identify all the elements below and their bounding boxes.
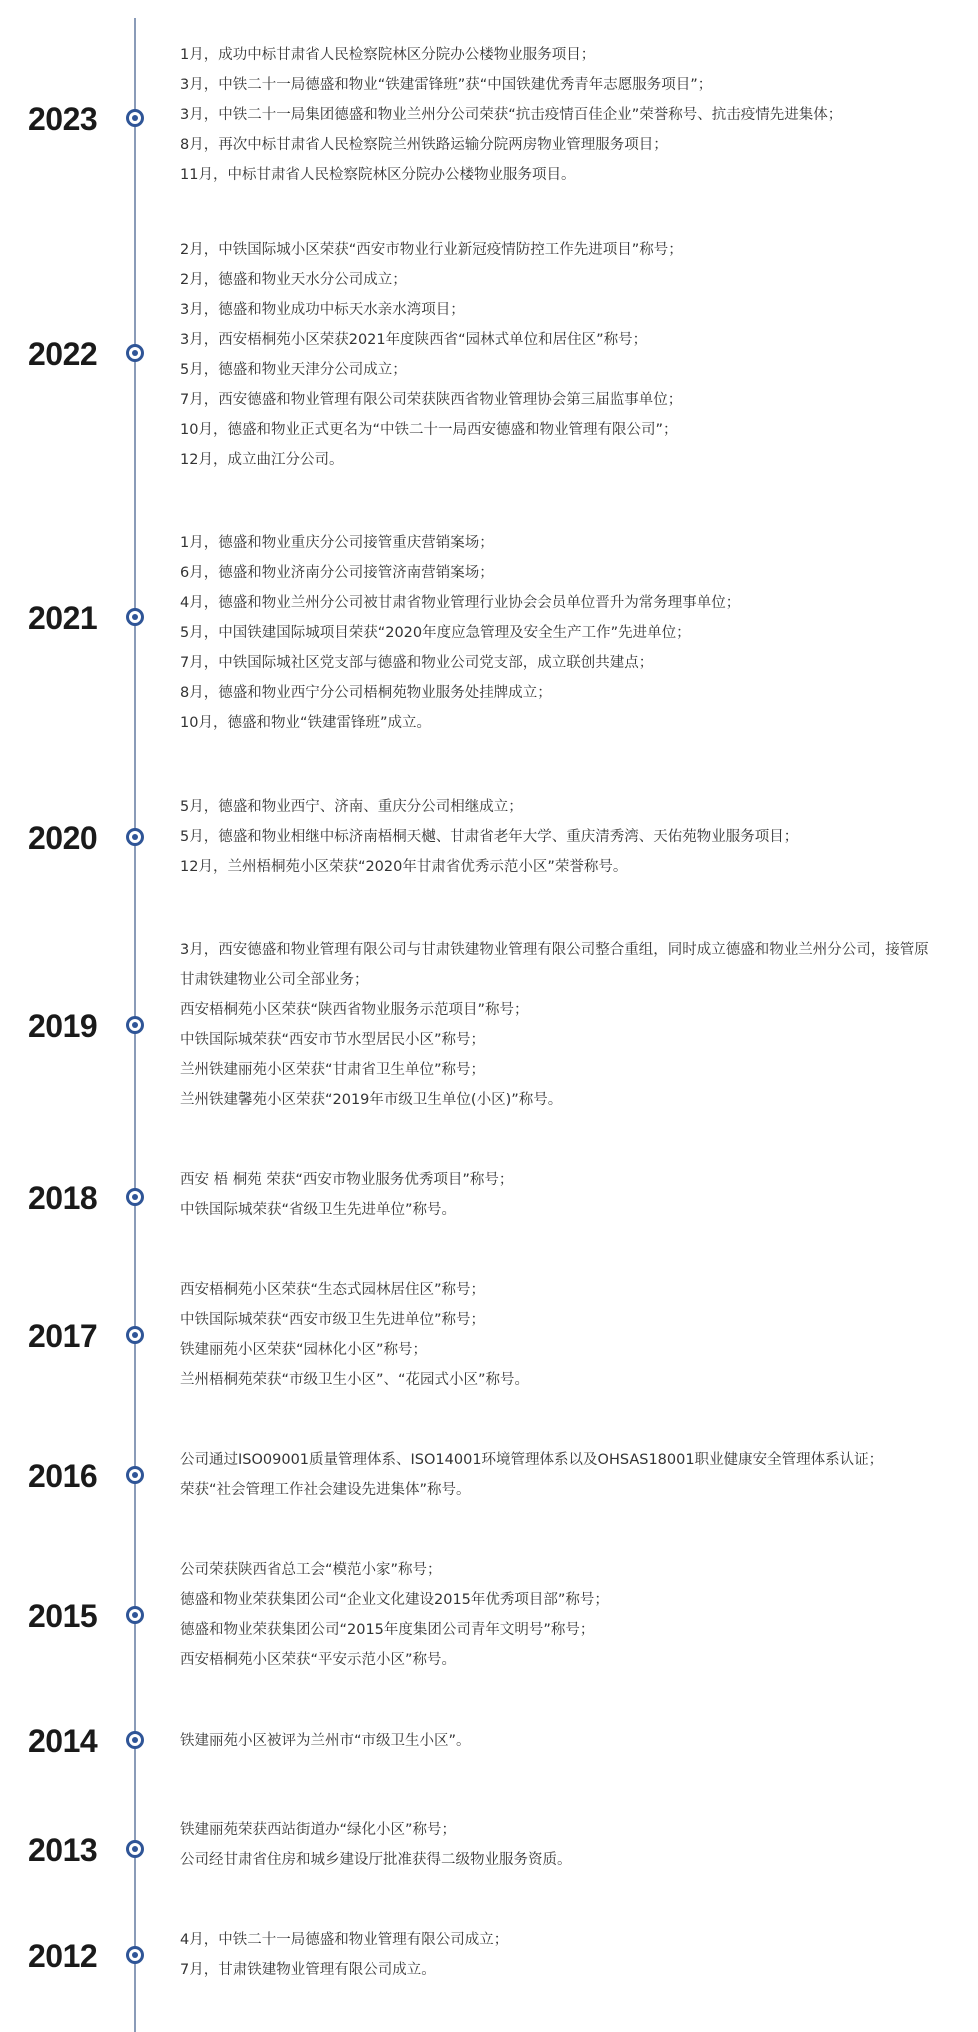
timeline-event-list bbox=[180, 40, 970, 190]
timeline-event-list bbox=[180, 1555, 970, 1675]
timeline-event-list bbox=[180, 1925, 970, 1985]
timeline-event-item: 2月，中铁国际城小区荣获“西安市物业行业新冠疫情防控工作先进项目”称号； bbox=[180, 242, 683, 258]
timeline-year: 2016 bbox=[28, 1458, 98, 1494]
timeline-node-dot bbox=[126, 828, 144, 846]
timeline-event-item: 8月，德盛和物业西宁分公司梧桐苑物业服务处挂牌成立； bbox=[180, 685, 552, 701]
timeline-event-item: 3月，中铁二十一局德盛和物业“铁建雷锋班”获“中国铁建优秀青年志愿服务项目”； bbox=[180, 77, 713, 93]
timeline-node-dot bbox=[126, 1016, 144, 1034]
timeline-event-item: 中铁国际城荣获“省级卫生先进单位”称号。 bbox=[180, 1202, 457, 1218]
timeline-event-list bbox=[180, 1445, 970, 1505]
timeline-year: 2012 bbox=[28, 1938, 98, 1974]
timeline-node-dot bbox=[126, 608, 144, 626]
timeline-event-item: 8月，再次中标甘肃省人民检察院兰州铁路运输分院两房物业管理服务项目； bbox=[180, 137, 668, 153]
timeline-event-list bbox=[180, 935, 970, 1115]
timeline-event-list bbox=[180, 1815, 970, 1875]
timeline-event-item: 兰州梧桐苑荣获“市级卫生小区”、“花园式小区”称号。 bbox=[180, 1372, 530, 1388]
timeline-event-item: 10月，德盛和物业正式更名为“中铁二十一局西安德盛和物业管理有限公司”； bbox=[180, 422, 678, 438]
timeline-node-dot bbox=[126, 344, 144, 362]
timeline-event-item: 西安 梧 桐苑 荣获“西安市物业服务优秀项目”称号； bbox=[180, 1172, 514, 1188]
timeline-event-item: 2月，德盛和物业天水分公司成立； bbox=[180, 272, 407, 288]
timeline-event-item: 荣获“社会管理工作社会建设先进集体”称号。 bbox=[180, 1482, 471, 1498]
timeline-event-item: 1月，德盛和物业重庆分公司接管重庆营销案场； bbox=[180, 535, 494, 551]
timeline-year: 2019 bbox=[28, 1008, 98, 1044]
timeline-event-item: 兰州铁建馨苑小区荣获“2019年市级卫生单位(小区)”称号。 bbox=[180, 1092, 563, 1108]
timeline-event-list bbox=[180, 528, 970, 738]
timeline-event-item: 铁建丽苑小区荣获“园林化小区”称号； bbox=[180, 1342, 428, 1358]
timeline-event-item: 铁建丽苑小区被评为兰州市“市级卫生小区”。 bbox=[180, 1733, 471, 1749]
timeline-event-item: 5月，德盛和物业相继中标济南梧桐天樾、甘肃省老年大学、重庆清秀湾、天佑苑物业服务项目； bbox=[180, 829, 799, 845]
timeline-year: 2015 bbox=[28, 1598, 98, 1634]
timeline-event-list bbox=[180, 792, 970, 882]
timeline-event-item: 11月，中标甘肃省人民检察院林区分院办公楼物业服务项目。 bbox=[180, 167, 576, 183]
timeline-node-dot bbox=[126, 1840, 144, 1858]
timeline-event-list bbox=[180, 1275, 970, 1395]
timeline-event-item: 5月，德盛和物业西宁、济南、重庆分公司相继成立； bbox=[180, 799, 523, 815]
timeline-event-item: 铁建丽苑荣获西站街道办“绿化小区”称号； bbox=[180, 1822, 457, 1838]
timeline-event-item: 7月，中铁国际城社区党支部与德盛和物业公司党支部，成立联创共建点； bbox=[180, 655, 654, 671]
timeline-event-list bbox=[180, 1726, 970, 1756]
timeline-node-dot bbox=[126, 1606, 144, 1624]
timeline-event-item: 中铁国际城荣获“西安市级卫生先进单位”称号； bbox=[180, 1312, 486, 1328]
timeline-year: 2023 bbox=[28, 101, 98, 137]
timeline-event-item: 5月，中国铁建国际城项目荣获“2020年度应急管理及安全生产工作”先进单位； bbox=[180, 625, 691, 641]
timeline-event-item: 1月，成功中标甘肃省人民检察院林区分院办公楼物业服务项目； bbox=[180, 47, 596, 63]
timeline-event-item: 7月，西安德盛和物业管理有限公司荣获陕西省物业管理协会第三届监事单位； bbox=[180, 392, 683, 408]
timeline-event-list bbox=[180, 235, 970, 475]
timeline-event-item: 西安梧桐苑小区荣获“平安示范小区”称号。 bbox=[180, 1652, 457, 1668]
timeline-event-item: 7月，甘肃铁建物业管理有限公司成立。 bbox=[180, 1962, 436, 1978]
timeline-year: 2021 bbox=[28, 600, 98, 636]
timeline-node-dot bbox=[126, 1946, 144, 1964]
timeline-year: 2017 bbox=[28, 1318, 98, 1354]
timeline-event-item: 德盛和物业荣获集团公司“企业文化建设2015年优秀项目部”称号； bbox=[180, 1592, 609, 1608]
timeline-event-item: 西安梧桐苑小区荣获“陕西省物业服务示范项目”称号； bbox=[180, 1002, 529, 1018]
timeline-year: 2018 bbox=[28, 1180, 98, 1216]
timeline-event-item: 4月，中铁二十一局德盛和物业管理有限公司成立； bbox=[180, 1932, 509, 1948]
timeline-event-item: 公司通过ISO09001质量管理体系、ISO14001环境管理体系以及OHSAS18001职业健康安全管理体系认证； bbox=[180, 1452, 884, 1468]
timeline-event-item: 德盛和物业荣获集团公司“2015年度集团公司青年文明号”称号； bbox=[180, 1622, 595, 1638]
timeline-event-item: 4月，德盛和物业兰州分公司被甘肃省物业管理行业协会会员单位晋升为常务理事单位； bbox=[180, 595, 741, 611]
timeline-node-dot bbox=[126, 109, 144, 127]
timeline-year: 2013 bbox=[28, 1832, 98, 1868]
timeline-event-item: 中铁国际城荣获“西安市节水型居民小区”称号； bbox=[180, 1032, 486, 1048]
timeline-year: 2020 bbox=[28, 820, 98, 856]
timeline-event-item: 兰州铁建丽苑小区荣获“甘肃省卫生单位”称号； bbox=[180, 1062, 486, 1078]
timeline-event-item: 3月，西安梧桐苑小区荣获2021年度陕西省“园林式单位和居住区”称号； bbox=[180, 332, 648, 348]
timeline-event-item: 3月，德盛和物业成功中标天水亲水湾项目； bbox=[180, 302, 465, 318]
timeline-year: 2014 bbox=[28, 1723, 98, 1759]
timeline-node-dot bbox=[126, 1731, 144, 1749]
timeline-node-dot bbox=[126, 1326, 144, 1344]
timeline-event-item: 公司经甘肃省住房和城乡建设厅批准获得二级物业服务资质。 bbox=[180, 1852, 572, 1868]
timeline-node-dot bbox=[126, 1188, 144, 1206]
timeline-event-item: 西安梧桐苑小区荣获“生态式园林居住区”称号； bbox=[180, 1282, 486, 1298]
timeline-node-dot bbox=[126, 1466, 144, 1484]
timeline-event-list bbox=[180, 1165, 970, 1225]
timeline-event-item: 12月，兰州梧桐苑小区荣获“2020年甘肃省优秀示范小区”荣誉称号。 bbox=[180, 859, 628, 875]
timeline-event-item: 5月，德盛和物业天津分公司成立； bbox=[180, 362, 407, 378]
timeline-event-item: 12月，成立曲江分公司。 bbox=[180, 452, 344, 468]
timeline-event-item: 3月，西安德盛和物业管理有限公司与甘肃铁建物业管理有限公司整合重组，同时成立德盛和物业兰州分公司，接管原甘肃铁建物业公司全部业务； bbox=[180, 942, 929, 988]
timeline-event-item: 公司荣获陕西省总工会“模范小家”称号； bbox=[180, 1562, 442, 1578]
timeline-year: 2022 bbox=[28, 336, 98, 372]
timeline-event-item: 10月，德盛和物业“铁建雷锋班”成立。 bbox=[180, 715, 431, 731]
timeline-event-item: 3月，中铁二十一局集团德盛和物业兰州分公司荣获“抗击疫情百佳企业”荣誉称号、抗击疫情先进集体； bbox=[180, 107, 843, 123]
timeline-event-item: 6月，德盛和物业济南分公司接管济南营销案场； bbox=[180, 565, 494, 581]
